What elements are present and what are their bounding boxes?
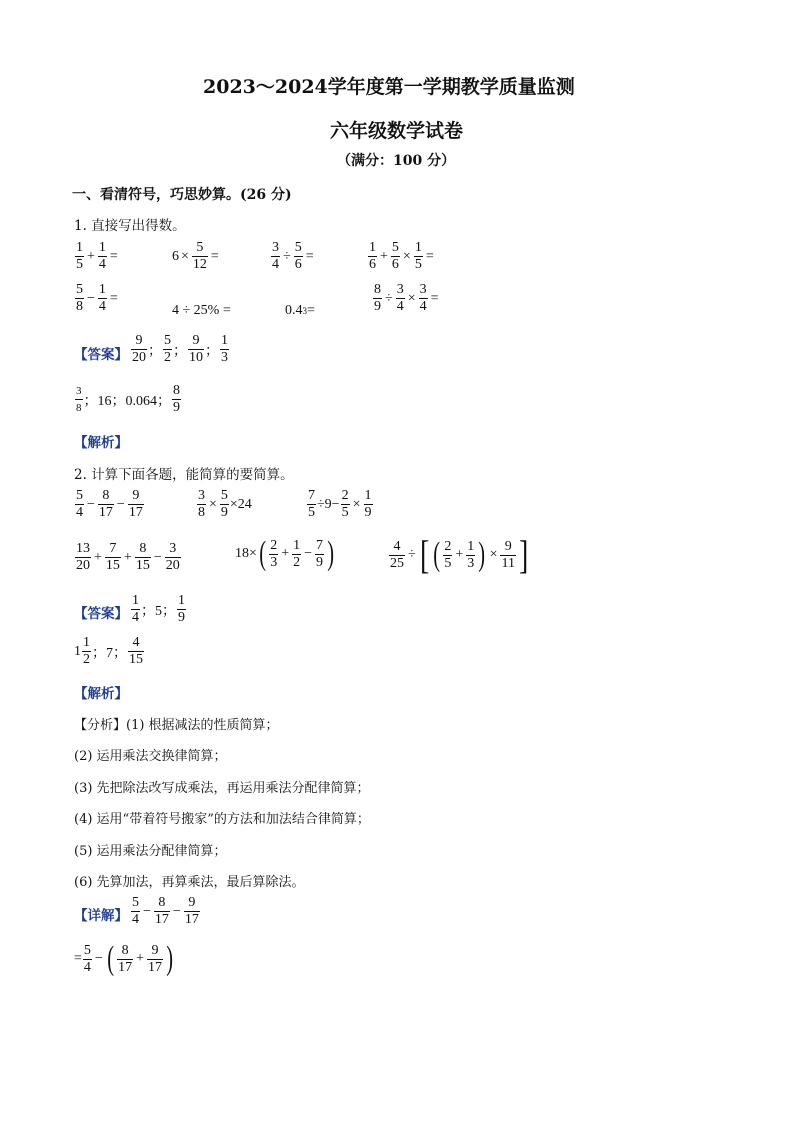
q1-expr-4: 1 6 + $\frac{5}{6}$ × $\frac{1}{5}$ = xyxy=(369,240,434,272)
q1-expr-5: 5 8 − $\frac{1}{4}$ = xyxy=(76,282,118,314)
q1-expr-8: $\frac{8}{9}$ ÷ $\frac{3}{4}$ × $\frac{3}{4}$ = xyxy=(374,282,439,314)
q2-answer-line2: 1 1 2 ；7； 4 15 xyxy=(74,635,143,667)
q2-expr-6: $\frac{4}{25}$ ÷ [ ( 2 5 + $\frac{1}{3}$ ) × $\frac{9}{11}$ ] xyxy=(390,532,529,577)
power-base: 0.4 xyxy=(285,303,303,318)
analysis-point: (2) 运用乘法交换律简算； xyxy=(74,749,227,764)
q1-expr-3: $\frac{3}{4}$ ÷ $\frac{5}{6}$ = xyxy=(272,240,314,272)
q2-expr-1: 5 4 − $\frac{8}{17}$ − $\frac{9}{17}$ xyxy=(76,488,143,520)
q2-answer-label: 【答案】 xyxy=(74,606,128,622)
q1-expr-1: 1 5 + $\frac{1}{4}$ = xyxy=(76,240,118,272)
q1-answer-line2: 3 8 ；16；0.064； 8 9 xyxy=(76,383,180,415)
q1-analysis-label: 【解析】 xyxy=(74,435,128,451)
section-heading: 一、看清符号，巧思妙算。(26 分) xyxy=(72,187,292,203)
page-title: 2023～2024学年度第一学期教学质量监测 xyxy=(203,76,575,98)
page-subtitle: 六年级数学试卷 xyxy=(330,120,464,142)
q1-expr-6: 4 ÷ 25% = xyxy=(172,303,231,318)
power-exponent: 3 xyxy=(302,306,307,316)
analysis-point: (6) 先算加法，再算乘法，最后算除法。 xyxy=(74,875,305,890)
q2-detail-label: 【详解】 xyxy=(74,908,128,924)
q1-answer-label: 【答案】 xyxy=(74,347,128,363)
question-2-prompt: 2. 计算下面各题，能简算的要简算。 xyxy=(74,467,294,483)
detail-step-2: = $\frac{5}{4}$ − ( 8 17 + $\frac{9}{17}$ ) xyxy=(74,940,174,977)
q2-expr-5: 18× ( 2 3 + $\frac{1}{2}$ − $\frac{7}{9}$ ) xyxy=(235,535,335,572)
detail-step-1: 5 4 − $\frac{8}{17}$ − $\frac{9}{17}$ xyxy=(132,895,199,927)
power-tail: = xyxy=(307,303,315,318)
question-1-prompt: 1. 直接写出得数。 xyxy=(74,218,186,234)
q2-expr-2: $\frac{3}{8}$ × $\frac{5}{9}$ ×24 xyxy=(198,488,252,520)
q2-expr-4: 13 20 + $\frac{7}{15}$ + $\frac{8}{15}$ − $\frac{3}{20}$ xyxy=(76,541,180,573)
analysis-point: (5) 运用乘法分配律简算； xyxy=(74,844,227,859)
analysis-point: (4) 运用“带着符号搬家”的方法和加法结合律简算； xyxy=(74,812,370,827)
q2-expr-3: $\frac{7}{5}$ ÷9− $\frac{2}{5}$ × $\frac{1}{9}$ xyxy=(308,488,372,520)
q1-expr-7 xyxy=(285,303,315,319)
analysis-point: 【分析】(1) 根据减法的性质简算； xyxy=(74,718,279,733)
q1-expr-2: 6 × $\frac{5}{12}$ = xyxy=(172,240,219,272)
q1-answer-values: ；16；0.064； xyxy=(83,393,171,409)
analysis-point: (3) 先把除法改写成乘法，再运用乘法分配律简算； xyxy=(74,781,370,796)
q1-answer-line1: 9 20 ； 5 2 ； 9 10 ； 1 3 xyxy=(132,333,228,365)
q2-answer-line1: 1 4 ；5； 1 9 xyxy=(132,593,185,625)
full-score: （满分：100 分） xyxy=(337,153,456,169)
q2-analysis-label: 【解析】 xyxy=(74,686,128,702)
